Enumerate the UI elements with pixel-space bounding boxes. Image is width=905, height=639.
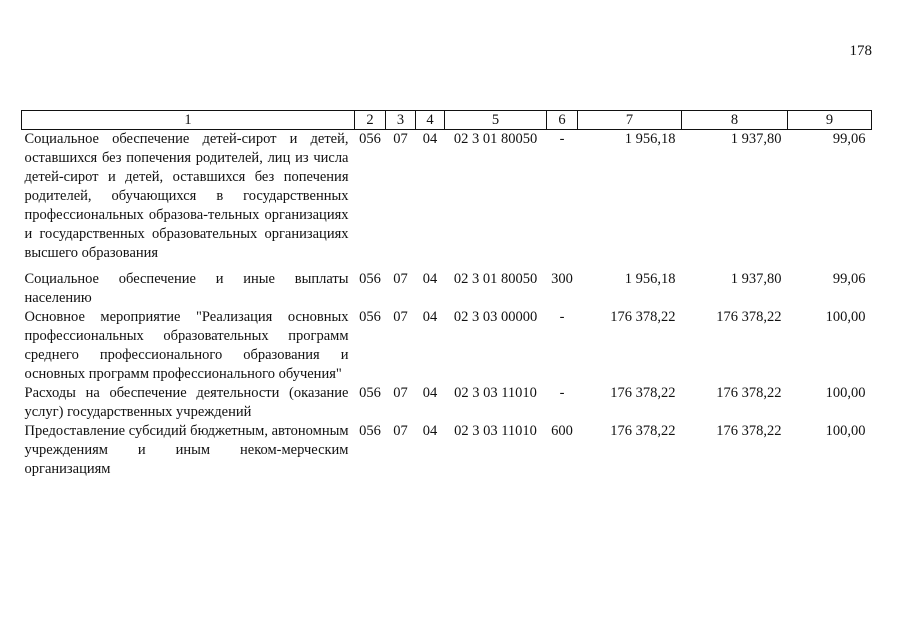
row-actual-amount: 176 378,22 <box>716 309 782 325</box>
row-ministry-code: 056 <box>359 423 381 439</box>
row-percent: 99,06 <box>832 271 866 287</box>
header-col-5: 5 <box>445 111 547 130</box>
table-row <box>22 384 872 422</box>
header-col-8: 8 <box>682 111 788 130</box>
row-subsection-code: 04 <box>422 385 438 401</box>
row-target-article: 02 3 03 11010 <box>454 385 537 401</box>
row-ministry-code: 056 <box>359 271 381 287</box>
row-section-code: 07 <box>393 309 408 325</box>
header-col-4: 4 <box>416 111 445 130</box>
row-planned-amount: 176 378,22 <box>610 423 676 439</box>
table-row <box>22 422 872 479</box>
header-col-2: 2 <box>355 111 386 130</box>
row-target-article: 02 3 03 11010 <box>454 423 537 439</box>
row-target-article: 02 3 01 80050 <box>453 271 538 287</box>
row-expense-type: - <box>559 131 565 147</box>
row-actual-amount: 1 937,80 <box>730 271 782 287</box>
row-expense-type: - <box>559 385 565 401</box>
row-subsection-code: 04 <box>422 309 438 325</box>
row-expense-type: 600 <box>551 423 573 439</box>
row-percent: 99,06 <box>832 131 866 147</box>
row-percent: 100,00 <box>825 309 866 325</box>
row-actual-amount: 176 378,22 <box>716 385 782 401</box>
row-section-code: 07 <box>393 131 408 147</box>
row-planned-amount: 1 956,18 <box>624 131 676 147</box>
row-percent: 100,00 <box>825 385 866 401</box>
row-name: Социальное обеспечение детей-сирот и детей, оставшихся без попечения родителей, лиц из числа детей-сирот и детей, оставшихся без попечения родителей, обучающихся в государственных профессиональных образова-тельных организациях и государственных образовательных организациях высшего образования <box>24 131 349 261</box>
row-section-code: 07 <box>393 271 408 287</box>
table-header-row <box>22 111 872 130</box>
header-col-7: 7 <box>578 111 682 130</box>
budget-table <box>21 110 872 479</box>
header-col-6: 6 <box>547 111 578 130</box>
header-col-9: 9 <box>788 111 872 130</box>
page-number: 178 <box>849 43 872 59</box>
row-section-code: 07 <box>393 423 408 439</box>
header-col-3: 3 <box>386 111 416 130</box>
row-actual-amount: 176 378,22 <box>716 423 782 439</box>
table-row <box>22 270 872 308</box>
row-planned-amount: 176 378,22 <box>610 385 676 401</box>
row-target-article: 02 3 03 00000 <box>453 309 538 325</box>
row-percent: 100,00 <box>825 423 866 439</box>
row-subsection-code: 04 <box>422 271 438 287</box>
row-ministry-code: 056 <box>359 309 381 325</box>
row-planned-amount: 176 378,22 <box>610 309 676 325</box>
row-ministry-code: 056 <box>359 131 381 147</box>
row-name: Расходы на обеспечение деятельности (оказание услуг) государственных учреждений <box>24 385 349 420</box>
table-row <box>22 130 872 271</box>
row-ministry-code: 056 <box>359 385 381 401</box>
row-name: Предоставление субсидий бюджетным, автономным учреждениям и иным неком-мерческим организациям <box>24 423 349 477</box>
row-expense-type: 300 <box>551 271 573 287</box>
row-subsection-code: 04 <box>422 131 438 147</box>
row-planned-amount: 1 956,18 <box>624 271 676 287</box>
row-target-article: 02 3 01 80050 <box>453 131 538 147</box>
row-section-code: 07 <box>393 385 408 401</box>
row-actual-amount: 1 937,80 <box>730 131 782 147</box>
header-col-1: 1 <box>22 111 355 130</box>
table-row <box>22 308 872 384</box>
row-subsection-code: 04 <box>422 423 438 439</box>
row-name: Основное мероприятие "Реализация основных профессиональных образовательных программ среднего профессионального образования и основных программ профессионального обучения" <box>24 309 349 382</box>
row-expense-type: - <box>559 309 565 325</box>
row-name: Социальное обеспечение и иные выплаты населению <box>24 271 349 306</box>
